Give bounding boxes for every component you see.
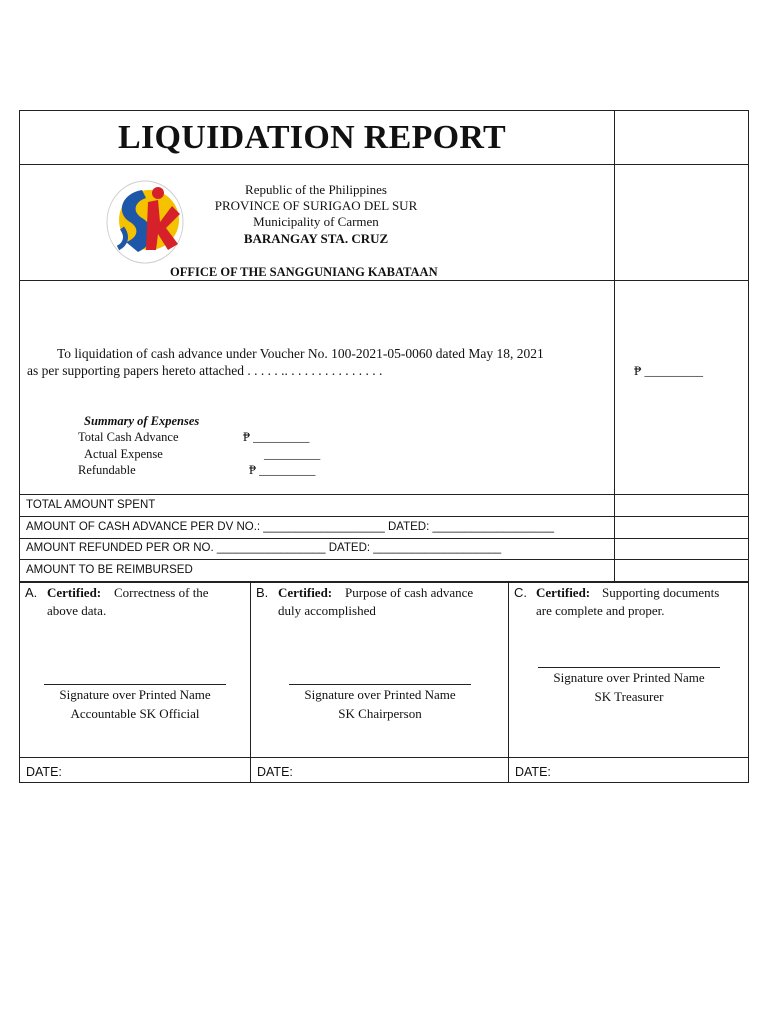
amount-refunded-row[interactable]: AMOUNT REFUNDED PER OR NO. _________________ DATED: ____________________ bbox=[26, 542, 502, 554]
liquidation-statement-line2: as per supporting papers hereto attached . . . . . .. . . . . . . . . . . . . . . bbox=[27, 363, 383, 378]
cert-b-signature-line[interactable] bbox=[289, 684, 471, 685]
cert-c-signature-line[interactable] bbox=[538, 667, 720, 668]
cert-c-signature-caption: Signature over Printed Name bbox=[553, 670, 705, 685]
refundable-label: Refundable bbox=[78, 463, 136, 477]
header-municipality: Municipality of Carmen bbox=[253, 214, 379, 229]
header-office: OFFICE OF THE SANGGUNIANG KABATAAN bbox=[170, 265, 438, 279]
header-province: PROVINCE OF SURIGAO DEL SUR bbox=[214, 198, 418, 213]
row-divider bbox=[19, 280, 749, 281]
cert-a-role: Accountable SK Official bbox=[70, 706, 200, 721]
row-divider bbox=[19, 494, 749, 495]
cert-b-signature-caption: Signature over Printed Name bbox=[304, 687, 456, 702]
row-divider bbox=[19, 164, 749, 165]
cert-divider bbox=[250, 582, 251, 783]
date-row-divider bbox=[19, 757, 749, 758]
summary-title: Summary of Expenses bbox=[84, 414, 200, 428]
cert-divider bbox=[508, 582, 509, 783]
cert-a-signature-line[interactable] bbox=[44, 684, 226, 685]
liquidation-statement-line1: To liquidation of cash advance under Voucher No. 100-2021-05-0060 dated May 18, 2021 bbox=[57, 346, 544, 361]
total-cash-advance-label: Total Cash Advance bbox=[78, 430, 179, 444]
amount-reimbursed-row: AMOUNT TO BE REIMBURSED bbox=[26, 564, 193, 576]
cert-a-signature-caption: Signature over Printed Name bbox=[59, 687, 211, 702]
actual-expense-value[interactable]: _________ bbox=[264, 447, 321, 461]
actual-expense-label: Actual Expense bbox=[84, 447, 163, 461]
cert-c-role: SK Treasurer bbox=[594, 689, 664, 704]
cert-b-role: SK Chairperson bbox=[338, 706, 422, 721]
cert-a-text1: Correctness of the bbox=[114, 585, 209, 600]
row-divider bbox=[19, 516, 749, 517]
cert-b-label: Certified: bbox=[278, 585, 333, 600]
cert-b-letter: B. bbox=[256, 585, 269, 600]
header-barangay: BARANGAY STA. CRUZ bbox=[243, 231, 389, 246]
cert-b-text2: duly accomplished bbox=[278, 603, 376, 618]
cert-a-text2: above data. bbox=[47, 603, 107, 618]
cert-c-letter: C. bbox=[514, 585, 527, 600]
cash-advance-row[interactable]: AMOUNT OF CASH ADVANCE PER DV NO.: ___________________ DATED: ___________________ bbox=[26, 521, 555, 533]
cert-b-text1: Purpose of cash advance bbox=[345, 585, 474, 600]
total-cash-advance-value[interactable]: ₱ _________ bbox=[243, 430, 310, 444]
row-divider bbox=[19, 559, 749, 560]
cert-b-date[interactable]: DATE: bbox=[257, 765, 293, 779]
cert-a-letter: A. bbox=[25, 585, 38, 600]
cert-a-date[interactable]: DATE: bbox=[26, 765, 62, 779]
page-title: LIQUIDATION REPORT bbox=[118, 119, 507, 156]
row-divider bbox=[19, 538, 749, 539]
cert-c-label: Certified: bbox=[536, 585, 591, 600]
total-amount-field[interactable]: ₱ _________ bbox=[634, 363, 703, 378]
refundable-value[interactable]: ₱ _________ bbox=[249, 463, 316, 477]
cert-c-text1: Supporting documents bbox=[602, 585, 720, 600]
header-republic: Republic of the Philippines bbox=[245, 182, 387, 197]
total-amount-spent-row: TOTAL AMOUNT SPENT bbox=[26, 499, 156, 511]
right-column-divider bbox=[614, 110, 615, 582]
cert-c-text2: are complete and proper. bbox=[536, 603, 665, 618]
sk-logo bbox=[104, 178, 186, 266]
cert-c-date[interactable]: DATE: bbox=[515, 765, 551, 779]
cert-a-label: Certified: bbox=[47, 585, 102, 600]
